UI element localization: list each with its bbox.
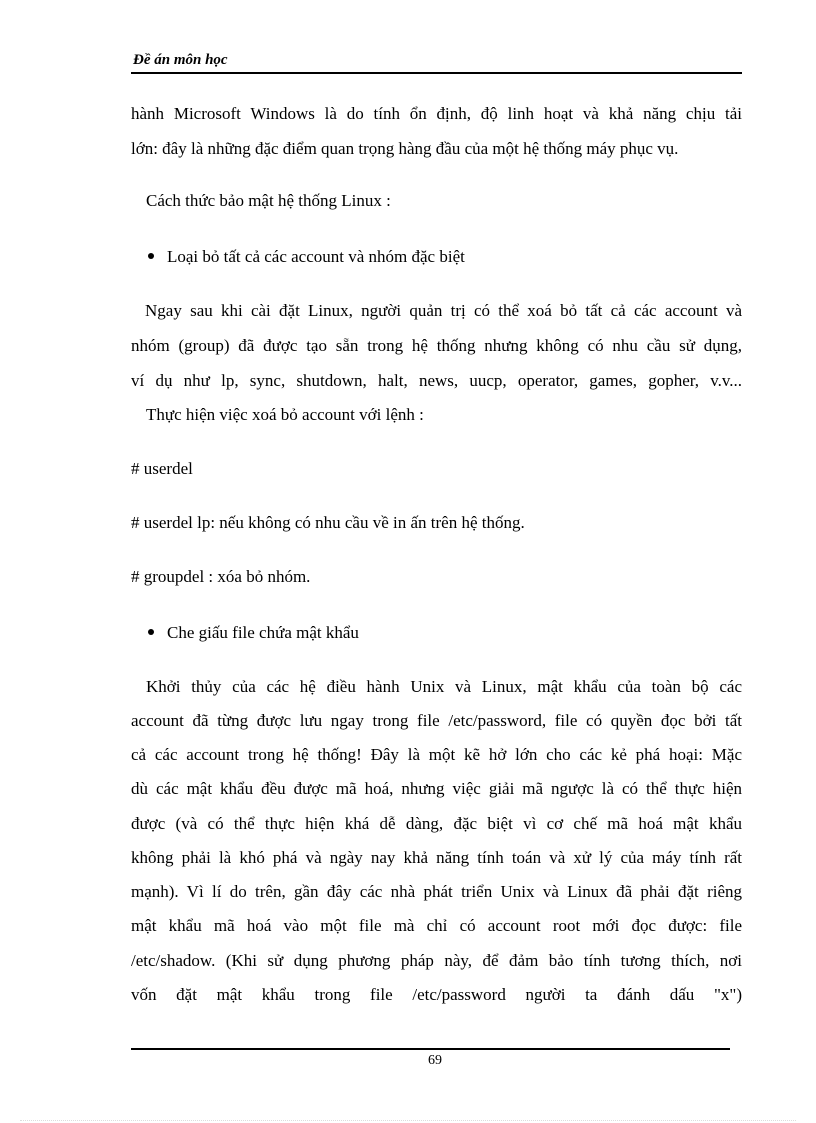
para1-line-1: Ngay sau khi cài đặt Linux, người quản trị có thể xoá bỏ tất cả các account và xyxy=(145,301,742,320)
bullet-text: Che giấu file chứa mật khẩu xyxy=(167,623,359,642)
bullet-item-1 xyxy=(148,243,465,271)
para1-line-4: Thực hiện việc xoá bỏ account với lệnh : xyxy=(146,405,424,424)
para2-line-3: cả các account trong hệ thống! Đây là một kẽ hở lớn cho các kẻ phá hoại: Mặc xyxy=(131,745,742,764)
para2-line-5: được (và có thể thực hiện khá dễ dàng, đặc biệt vì cơ chế mã hoá mật khẩu xyxy=(131,814,742,833)
intro-line-2: lớn: đây là những đặc điểm quan trọng hàng đầu của một hệ thống máy phục vụ. xyxy=(131,139,679,158)
footer-rule xyxy=(131,1048,730,1050)
security-heading: Cách thức bảo mật hệ thống Linux : xyxy=(146,191,391,210)
page-number: 69 xyxy=(428,1053,442,1068)
bullet-item-2 xyxy=(148,619,359,647)
para2-line-6: không phải là khó phá và ngày nay khả năng tính toán và xử lý của máy tính rất xyxy=(131,848,742,867)
para2-line-8: mật khẩu mã hoá vào một file mà chỉ có account root mới đọc được: file xyxy=(131,916,742,935)
para2-line-10: vốn đặt mật khẩu trong file /etc/password người ta đánh dấu "x") xyxy=(131,985,742,1004)
bullet-dot-icon xyxy=(148,253,154,259)
para2-line-1: Khởi thủy của các hệ điều hành Unix và Linux, mật khẩu của toàn bộ các xyxy=(146,677,742,696)
bullet-dot-icon xyxy=(148,629,154,635)
command-userdel-lp: # userdel lp: nếu không có nhu cầu về in ấn trên hệ thống. xyxy=(131,513,525,532)
header-rule xyxy=(131,72,742,74)
page-bottom-edge xyxy=(20,1120,796,1121)
command-groupdel: # groupdel : xóa bỏ nhóm. xyxy=(131,567,311,586)
para1-line-2: nhóm (group) đã được tạo sẵn trong hệ thống nhưng không có nhu cầu sử dụng, xyxy=(131,336,742,355)
intro-line-1: hành Microsoft Windows là do tính ổn định, độ linh hoạt và khả năng chịu tải xyxy=(131,104,742,123)
para2-line-4: dù các mật khẩu đều được mã hoá, nhưng việc giải mã ngược là có thể thực hiện xyxy=(131,779,742,798)
para1-line-3: ví dụ như lp, sync, shutdown, halt, news, uucp, operator, games, gopher, v.v... xyxy=(131,371,742,390)
para2-line-9: /etc/shadow. (Khi sử dụng phương pháp này, để đảm bảo tính tương thích, nơi xyxy=(131,951,742,970)
header-title: Đề án môn học xyxy=(133,52,228,68)
command-userdel: # userdel xyxy=(131,459,193,478)
bullet-text: Loại bỏ tất cả các account và nhóm đặc biệt xyxy=(167,247,465,266)
para2-line-2: account đã từng được lưu ngay trong file /etc/password, file có quyền đọc bởi tất xyxy=(131,711,742,730)
para2-line-7: mạnh). Vì lí do trên, gần đây các nhà phát triển Unix và Linux đã phải đặt riêng xyxy=(131,882,742,901)
